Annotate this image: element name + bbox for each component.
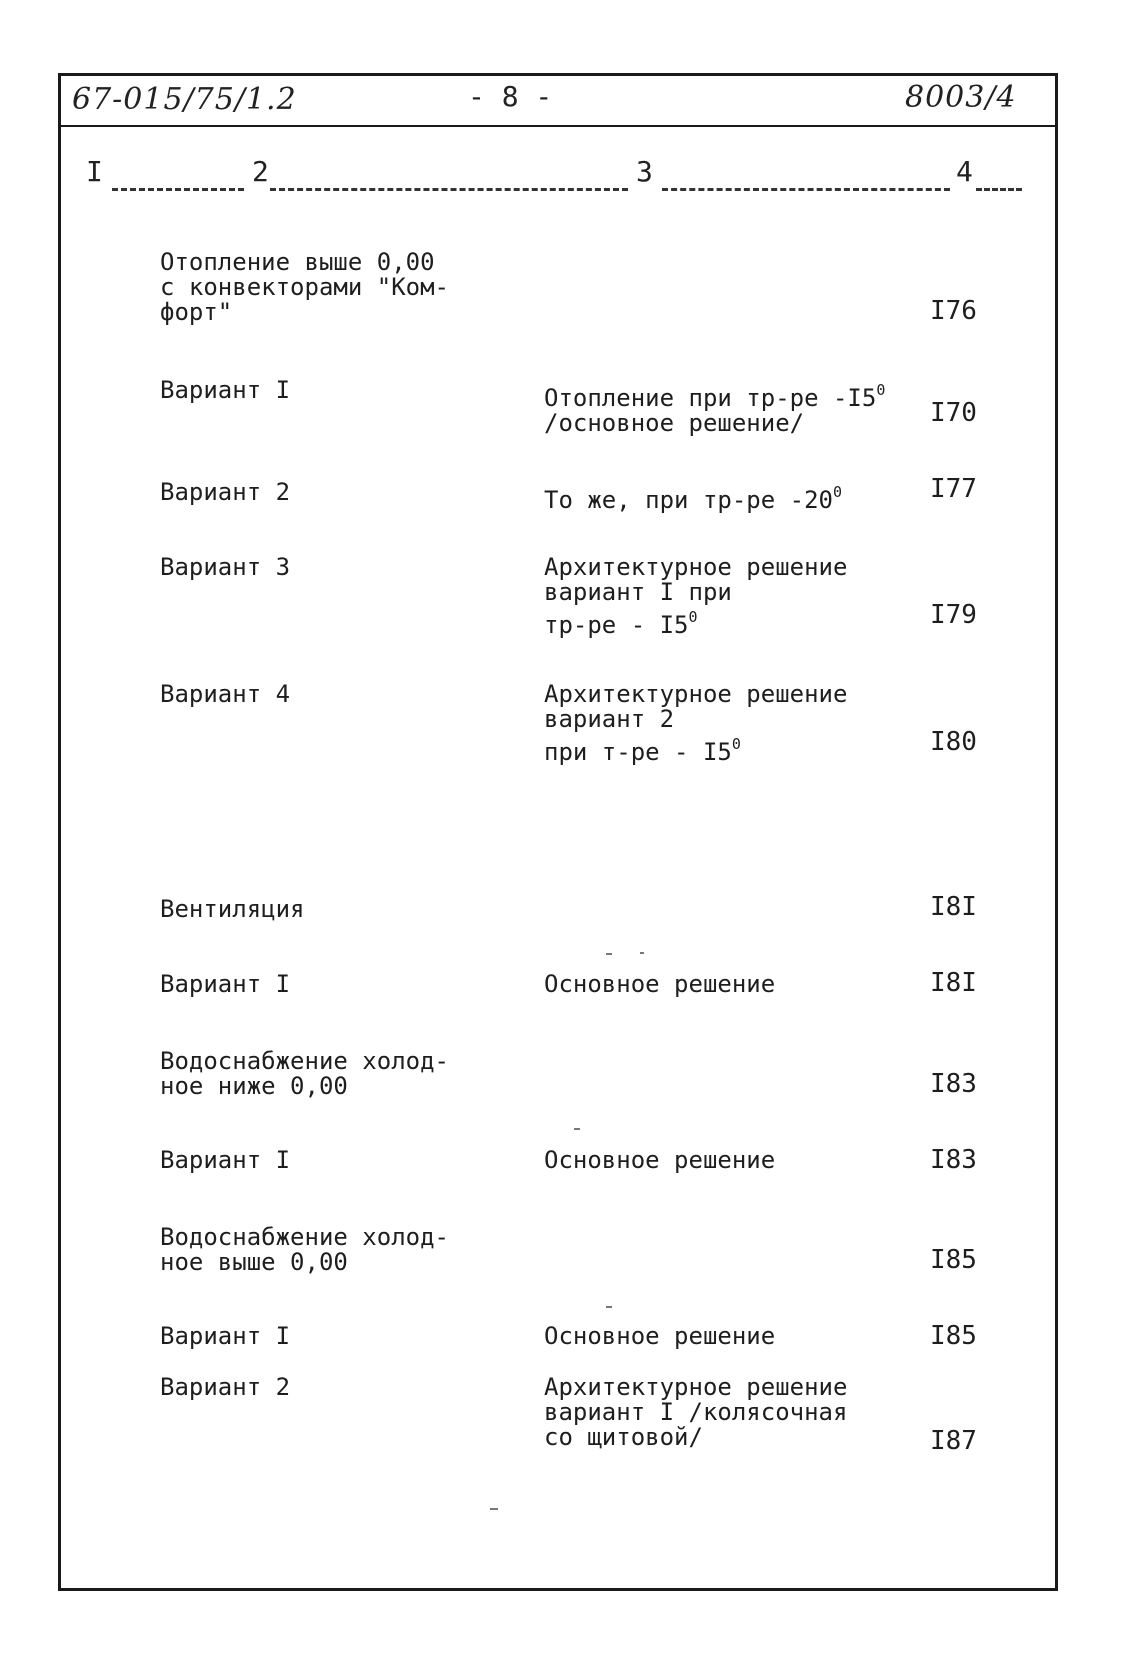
variant-label: Вариант 3 [160,553,291,581]
header-divider [58,125,1058,127]
page-reference: I85 [930,1245,977,1275]
page-reference: I77 [930,474,977,504]
page-reference: I76 [930,296,977,326]
header-dash-rule [112,188,244,191]
scan-speck [606,1306,612,1308]
header-dash-rule [270,188,628,191]
page-reference: I8I [930,968,977,998]
page-reference: I80 [930,727,977,757]
section-heading: Водоснабжение холод- ное ниже 0,00 [160,1047,449,1100]
variant-description: То же, при тр-ре $-20^0$ [544,483,843,514]
section-heading: Водоснабжение холод- ное выше 0,00 [160,1223,449,1276]
variant-label: Вариант 2 [160,1373,291,1401]
page-number: - 8 - [468,80,553,113]
variant-description: Основное решение [544,1146,776,1174]
page-reference: I79 [930,600,977,630]
variant-label: Вариант I [160,376,291,404]
scan-speck [490,1508,498,1510]
variant-label: Вариант I [160,1146,291,1174]
section-heading: Вентиляция [160,895,305,923]
archive-number: 8003/4 [905,80,1017,115]
column-header-2: 2 [252,155,269,188]
variant-description: Архитектурное решение вариант 2 при $т-ре - I5^0$ [544,680,848,766]
section-heading: Отопление выше 0,00 с конвекторами "Ком- форт" [160,248,449,326]
page-reference: I83 [930,1145,977,1175]
page-reference: I8I [930,892,977,922]
variant-description: Архитектурное решение вариант I при $тр-ре - I5^0$ [544,553,848,639]
document-code: 67-015/75/1.2 [72,82,297,117]
variant-description: Основное решение [544,1322,776,1350]
header-dash-rule [976,188,1022,191]
header-dash-rule [662,188,950,191]
variant-label: Вариант 4 [160,680,291,708]
column-header-3: 3 [636,155,653,188]
page-reference: I85 [930,1321,977,1351]
scan-speck [606,953,612,955]
scan-speck [574,1128,580,1130]
variant-description: Архитектурное решение вариант I /колясочная со щитовой/ [544,1373,848,1451]
variant-label: Вариант 2 [160,478,291,506]
variant-label: Вариант I [160,970,291,998]
column-header-4: 4 [956,155,973,188]
variant-description: Основное решение [544,970,776,998]
variant-label: Вариант I [160,1322,291,1350]
page-reference: I87 [930,1426,977,1456]
page-reference: I70 [930,398,977,428]
variant-description: Отопление при тр-ре $-I5^0$ /основное решение/ [544,381,886,437]
page-reference: I83 [930,1069,977,1099]
scan-speck [640,952,644,954]
column-header-1: I [86,155,103,188]
